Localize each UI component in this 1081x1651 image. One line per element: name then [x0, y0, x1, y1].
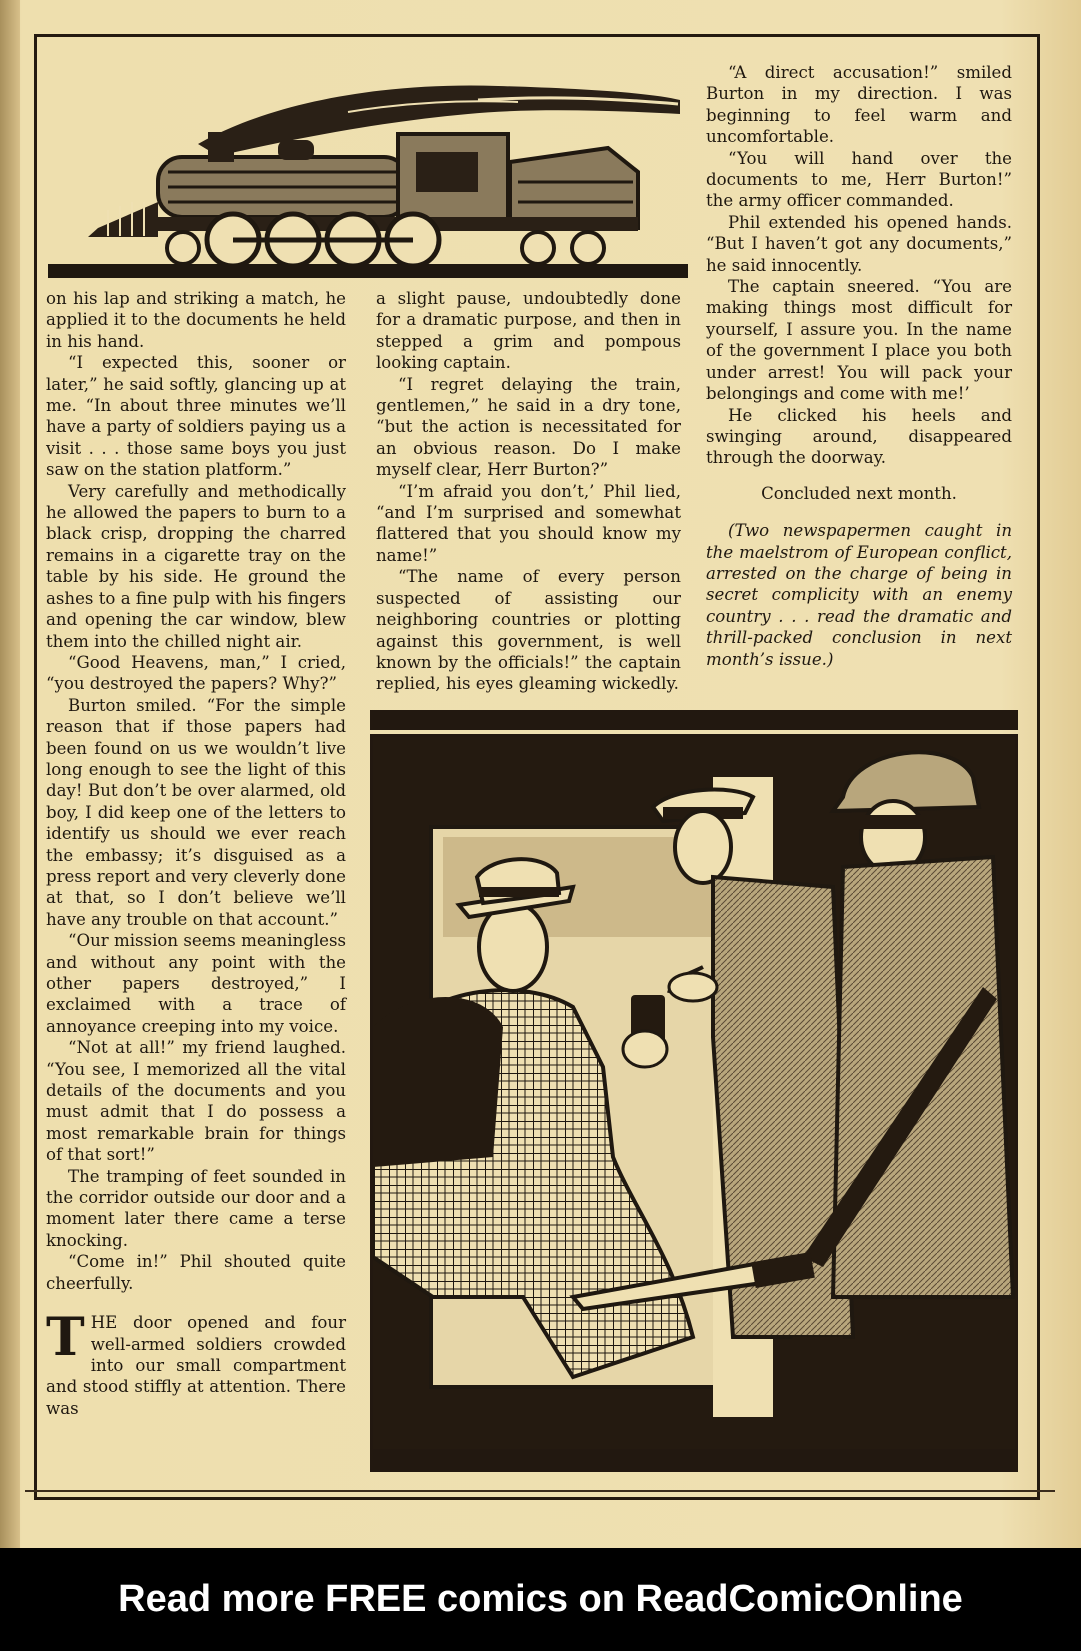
teaser-paragraph: (Two newspapermen caught in the maelstrom of European conflict, arrested on the charge of being in secret complicity with an enemy country . . . read the dramatic and thrill-packed conclusion in next month’s issue.)	[706, 521, 1012, 669]
text-column-3	[706, 62, 1012, 670]
paragraph: Burton smiled. “For the simple reason that if those papers had been found on us we wouldn’t live long enough to see the light of this day! But don’t be over alarmed, old boy, I did keep one of the letters to identify us should we ever reach the embassy; it’s disguised as a press report and very cleverly done at that, so I don’t believe we’ll have any trouble on that account.”	[46, 695, 346, 929]
paragraph: “I regret delaying the train, gentlemen,” he said in a dry tone, “but the action is necessitated for an obvious reason. Do I make myself clear, Herr Burton?”	[376, 374, 681, 480]
paragraph: “I expected this, sooner or later,” he said softly, glancing up at me. “In about three minutes we’ll have a party of soldiers paying us a visit . . . those same boys you just saw on the station platform.”	[46, 353, 346, 480]
bottom-rule	[25, 1490, 1055, 1492]
page-spine	[0, 0, 20, 1548]
paragraph: Very carefully and methodically he allowed the papers to burn to a black crisp, dropping the charred remains in a cigarette tray on the table by his side. He ground the ashes to a fine pulp with his fingers and opening the car window, blew them into the chilled night air.	[46, 481, 346, 651]
locomotive-drawing	[48, 52, 688, 286]
paragraph: “A direct accusation!” smiled Burton in my direction. I was beginning to feel warm and uncomfortable.	[706, 63, 1012, 147]
paragraph: “You will hand over the documents to me, Herr Burton!” the army officer commanded.	[706, 148, 1012, 211]
concluded-note: Concluded next month.	[761, 483, 957, 503]
paragraph: “I’m afraid you don’t,’ Phil lied, “and I’m surprised and somewhat flattered that you should know my name!”	[376, 481, 681, 565]
promo-footer[interactable]	[0, 1548, 1081, 1651]
paragraph: Phil extended his opened hands. “But I haven’t got any documents,” he said innocently.	[706, 212, 1012, 275]
paragraph: on his lap and striking a match, he applied it to the documents he held in his hand.	[46, 289, 346, 351]
paragraph: “The name of every person suspected of assisting our neighboring countries or plotting against this government, is well known by the officials!” the captain replied, his eyes gleaming wickedly.	[376, 567, 681, 694]
paragraph: The tramping of feet sounded in the corridor outside our door and a moment later there came a terse knocking.	[46, 1166, 346, 1250]
paragraph: He clicked his heels and swinging around, disappeared through the doorway.	[706, 405, 1012, 468]
paragraph: “Good Heavens, man,” I cried, “you destroyed the papers? Why?”	[46, 652, 346, 694]
paragraph-text: HE door opened and four well-armed soldiers crowded into our small compartment and stood stiffly at attention. There was	[46, 1313, 346, 1418]
paragraph: “Our mission seems meaningless and without any point with the other papers destroyed,” I exclaimed with a trace of annoyance creeping into my voice.	[46, 931, 346, 1036]
drop-cap: T	[46, 1307, 85, 1369]
drop-cap-paragraph	[46, 1307, 346, 1419]
paragraph: “Come in!” Phil shouted quite cheerfully.	[46, 1252, 346, 1293]
paragraph: “Not at all!” my friend laughed. “You see, I memorized all the vital details of the documents and you must admit that I do possess a most remarkable brain for things of that sort!”	[46, 1038, 346, 1165]
arrest-scene-drawing	[373, 737, 1015, 1449]
text-column-1	[46, 288, 346, 1419]
illustration-bottom-band	[370, 1452, 1018, 1472]
arrest-illustration	[370, 710, 1018, 1472]
illustration-top-band	[370, 710, 1018, 730]
text-column-2	[376, 288, 681, 695]
paragraph: The captain sneered. “You are making things most difficult for yourself, I assure you. In the name of the government I place you both under arrest! You will pack your belongings and come with me!’	[706, 277, 1012, 404]
illustration-frame	[370, 734, 1018, 1452]
footer-text[interactable]: Read more FREE comics on ReadComicOnline	[118, 1578, 963, 1620]
paragraph: a slight pause, undoubtedly done for a dramatic purpose, and then in stepped a grim and pompous looking captain.	[376, 289, 681, 373]
train-illustration	[48, 52, 688, 286]
